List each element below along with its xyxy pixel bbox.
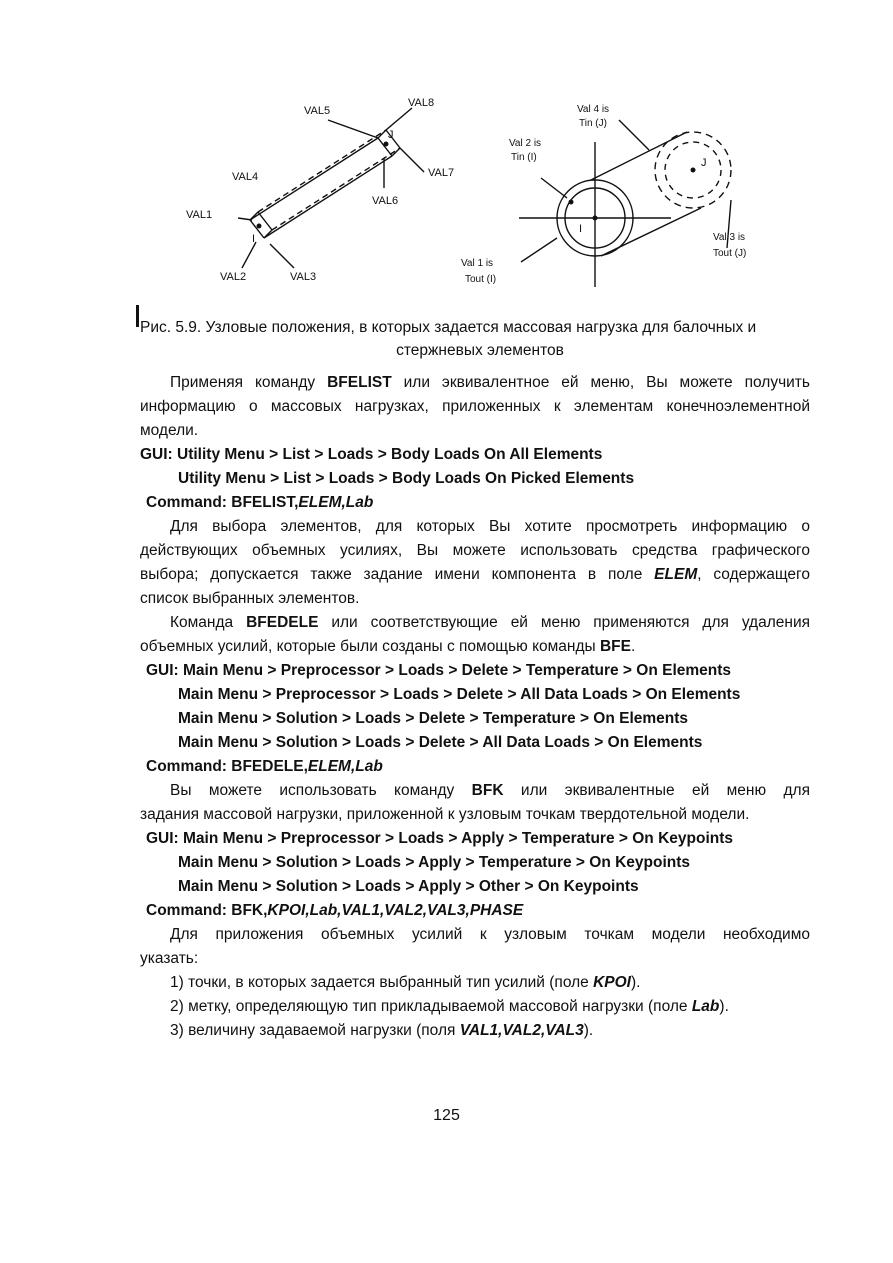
pipe-element-figure (455, 92, 775, 297)
label-val5: VAL5 (304, 105, 331, 117)
paragraph-5-line-1: Для приложения объемных усилий к узловым точкам модели необходимо (170, 926, 810, 943)
gui-utility-list-all: GUI: Utility Menu > List > Loads > Body Loads On All Elements (140, 446, 603, 463)
label-val7: VAL7 (428, 167, 455, 179)
label-val2-is: Val 2 is (509, 138, 542, 149)
paragraph-1-line-1: Применяя команду BFELIST или эквивалентное ей меню, Вы можете получить (170, 374, 810, 391)
label-val6: VAL6 (372, 195, 399, 207)
label-i: I (252, 233, 256, 245)
label-val3-is: Val 3 is (713, 232, 746, 243)
label-val1: VAL1 (186, 209, 213, 221)
caption-line-1: Рис. 5.9. Узловые положения, в которых задается массовая нагрузка для балочных и (140, 319, 757, 336)
command-bfedele: Command: BFEDELE,ELEM,Lab (146, 758, 383, 775)
paragraph-2-line-3: выбора; допускается также задание имени компонента в поле ELEM, содержащего (140, 566, 810, 583)
command-bfelist: Command: BFELIST,ELEM,Lab (146, 494, 374, 511)
label-val1-is: Val 1 is (461, 258, 494, 269)
cmd-bfk: BFK (471, 782, 504, 799)
paragraph-3-line-1: Команда BFEDELE или соответствующие ей меню применяются для удаления (170, 614, 810, 631)
paragraph-2-line-4: список выбранных элементов. (140, 590, 360, 607)
label-tin-i: Tin (I) (511, 152, 537, 163)
gui-solution-delete-all: Main Menu > Solution > Loads > Delete > All Data Loads > On Elements (178, 734, 703, 751)
label-val4: VAL4 (232, 171, 259, 183)
paragraph-2-line-1: Для выбора элементов, для которых Вы хотите просмотреть информацию о (170, 518, 810, 535)
gui-preprocessor-apply-temperature: GUI: Main Menu > Preprocessor > Loads > Apply > Temperature > On Keypoints (146, 830, 733, 847)
label-node-j: J (701, 157, 707, 169)
label-tout-j: Tout (J) (713, 248, 747, 259)
command-bfk: Command: BFK,KPOI,Lab,VAL1,VAL2,VAL3,PHASE (146, 902, 524, 919)
label-tout-i: Tout (I) (465, 274, 497, 285)
paragraph-1-line-3: модели. (140, 422, 199, 439)
paragraph-3-line-2: объемных усилий, которые были созданы с помощью команды BFE. (140, 638, 636, 655)
gui-solution-delete-temperature: Main Menu > Solution > Loads > Delete > Temperature > On Elements (178, 710, 689, 727)
label-j: J (388, 129, 394, 141)
paragraph-5-line-2: указать: (140, 950, 199, 967)
figure-caption (140, 316, 820, 362)
page-number: 125 (433, 1107, 460, 1124)
gui-preprocessor-delete-temperature: GUI: Main Menu > Preprocessor > Loads > Delete > Temperature > On Elements (146, 662, 732, 679)
caption-line-2: стержневых элементов (396, 342, 564, 359)
label-val4-is: Val 4 is (577, 104, 610, 115)
list-item: 1) точки, в которых задается выбранный тип усилий (поле KPOI). (170, 974, 641, 991)
list-item: 3) величину задаваемой нагрузки (поля VAL1,VAL2,VAL3). (170, 1022, 594, 1039)
label-val2: VAL2 (220, 271, 247, 283)
beam-element-figure (180, 92, 480, 292)
label-val8: VAL8 (408, 97, 435, 109)
paragraph-4-line-1: Вы можете использовать команду BFK или эквивалентные ей меню для (170, 782, 810, 799)
list-item: 2) метку, определяющую тип прикладываемой массовой нагрузки (поле Lab). (170, 998, 729, 1015)
gui-utility-list-picked: Utility Menu > List > Loads > Body Loads On Picked Elements (178, 470, 635, 487)
label-val3: VAL3 (290, 271, 317, 283)
label-tin-j: Tin (J) (579, 118, 607, 129)
paragraph-4-line-2: задания массовой нагрузки, приложенной к узловым точкам твердотельной модели. (140, 806, 750, 823)
scan-margin-mark (136, 305, 139, 327)
paragraph-2-line-2: действующих объемных усилиях, Вы можете использовать средства графического (140, 542, 810, 559)
paragraph-1-line-2: информацию о массовых нагрузках, приложенных к элементам конечноэлементной (140, 398, 810, 415)
cmd-bfelist: BFELIST (327, 374, 392, 391)
gui-solution-apply-temperature: Main Menu > Solution > Loads > Apply > Temperature > On Keypoints (178, 854, 691, 871)
gui-preprocessor-delete-all: Main Menu > Preprocessor > Loads > Delete > All Data Loads > On Elements (178, 686, 741, 703)
gui-solution-apply-other: Main Menu > Solution > Loads > Apply > Other > On Keypoints (178, 878, 639, 895)
label-node-i: I (579, 223, 583, 235)
cmd-bfedele: BFEDELE (246, 614, 319, 631)
